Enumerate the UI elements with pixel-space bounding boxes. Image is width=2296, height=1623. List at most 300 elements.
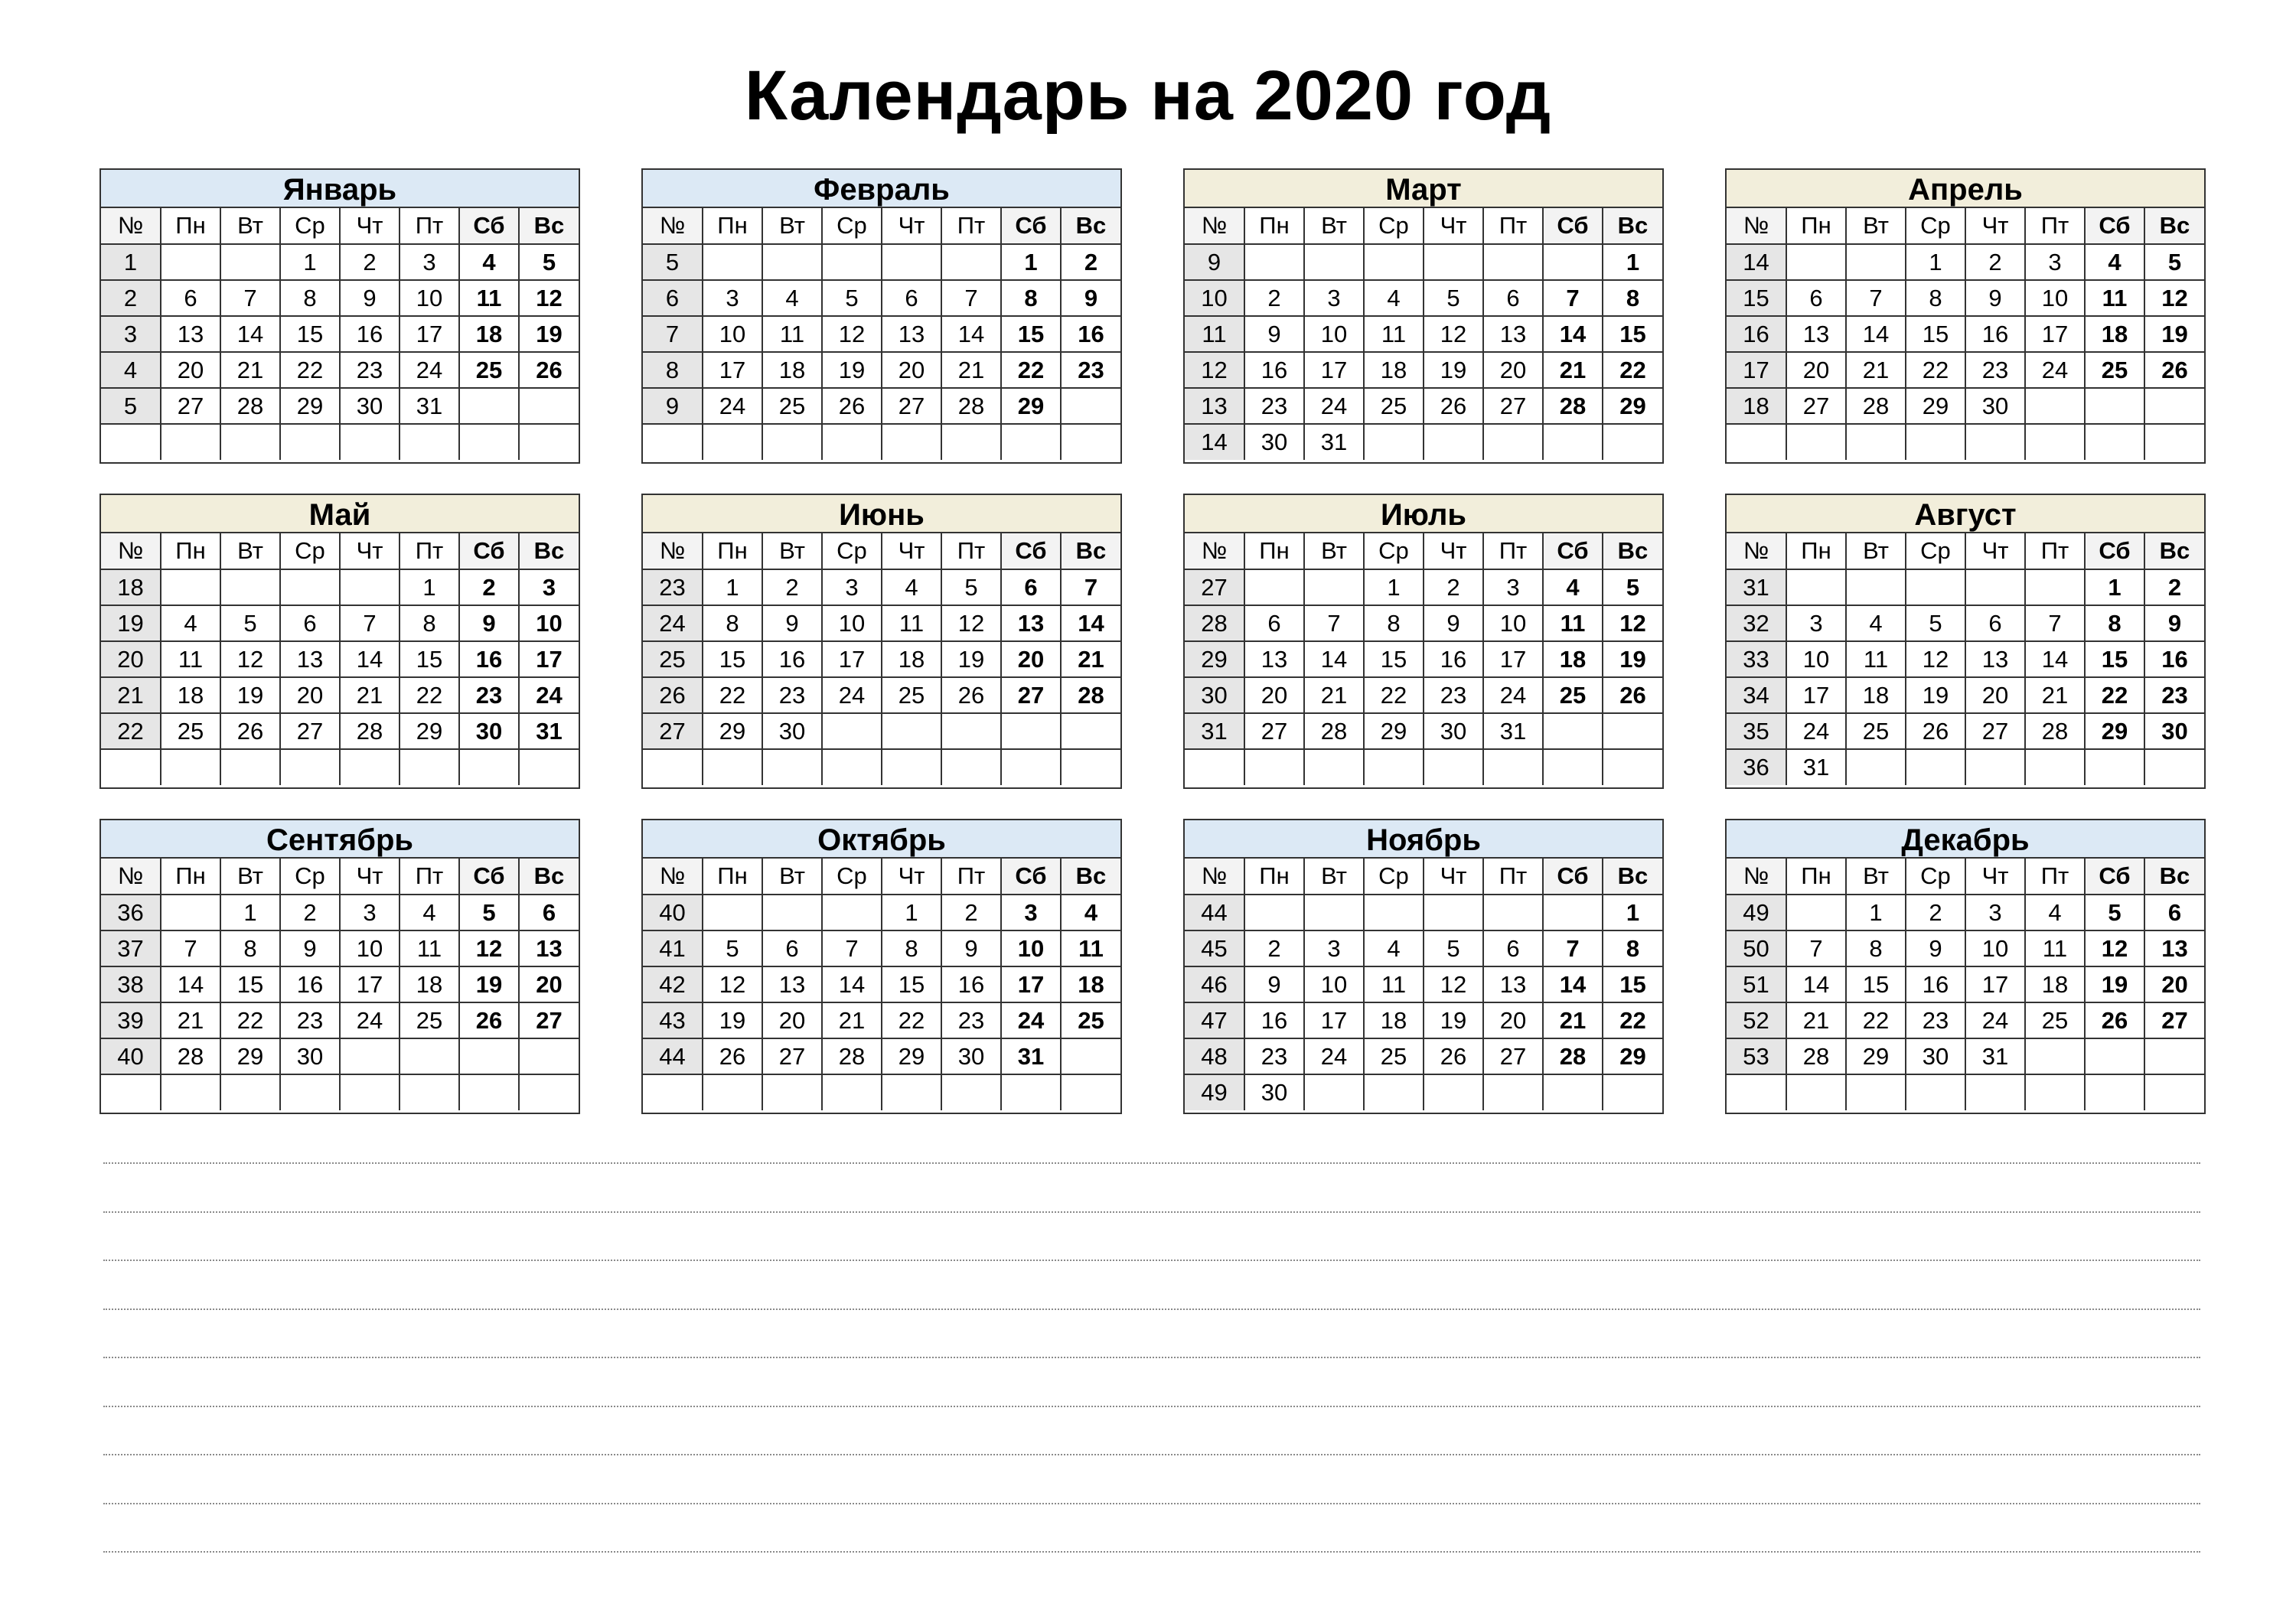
day-cell: 4	[762, 280, 822, 316]
week-number-cell	[1727, 1074, 1786, 1110]
day-cell: 27	[2144, 1002, 2204, 1038]
day-cell: 15	[220, 966, 280, 1002]
day-cell	[2025, 749, 2085, 785]
day-cell: 5	[1424, 280, 1483, 316]
day-cell: 8	[1001, 280, 1061, 316]
note-line	[103, 1551, 2200, 1553]
note-line	[103, 1162, 2200, 1164]
day-cell: 25	[882, 677, 941, 713]
month-grid	[643, 208, 1120, 460]
day-cell	[459, 1074, 519, 1110]
day-cell: 7	[1061, 569, 1120, 605]
day-cell	[1846, 244, 1906, 280]
day-cell: 12	[703, 966, 762, 1002]
day-cell: 26	[703, 1038, 762, 1074]
day-cell	[1846, 1074, 1906, 1110]
day-cell: 17	[2025, 316, 2085, 352]
day-cell: 14	[1061, 605, 1120, 641]
day-cell: 12	[2144, 280, 2204, 316]
day-cell: 20	[1965, 677, 2025, 713]
day-cell: 17	[1965, 966, 2025, 1002]
day-cell	[459, 424, 519, 460]
day-cell: 20	[280, 677, 340, 713]
weekday-header: Вс	[519, 533, 579, 569]
day-cell: 17	[1483, 641, 1543, 677]
day-cell	[400, 1074, 459, 1110]
week-row	[101, 605, 579, 641]
weekday-header-row	[101, 533, 579, 569]
week-number-cell: 38	[101, 966, 161, 1002]
day-cell: 23	[941, 1002, 1001, 1038]
day-cell: 27	[1244, 713, 1304, 749]
day-cell	[2025, 1038, 2085, 1074]
day-cell	[459, 1038, 519, 1074]
day-cell: 24	[1965, 1002, 2025, 1038]
day-cell: 10	[703, 316, 762, 352]
day-cell: 18	[882, 641, 941, 677]
day-cell	[400, 1038, 459, 1074]
day-cell: 15	[703, 641, 762, 677]
day-cell: 23	[1244, 1038, 1304, 1074]
day-cell: 1	[1364, 569, 1424, 605]
weekday-header: Сб	[1001, 533, 1061, 569]
week-row	[1727, 641, 2204, 677]
day-cell: 31	[1304, 424, 1364, 460]
week-row	[643, 1002, 1120, 1038]
day-cell: 16	[1244, 352, 1304, 388]
day-cell: 12	[1424, 966, 1483, 1002]
day-cell	[1364, 895, 1424, 930]
week-number-cell: 5	[643, 244, 703, 280]
day-cell: 14	[340, 641, 400, 677]
month-grid	[1185, 859, 1662, 1110]
weekday-header: Чт	[882, 859, 941, 895]
week-number-cell	[1185, 749, 1244, 785]
note-line	[103, 1406, 2200, 1407]
day-cell	[1543, 424, 1603, 460]
week-number-cell: 25	[643, 641, 703, 677]
day-cell	[1543, 749, 1603, 785]
day-cell: 25	[1061, 1002, 1120, 1038]
week-row	[1185, 1002, 1662, 1038]
month-title: Январь	[101, 170, 579, 208]
day-cell: 3	[2025, 244, 2085, 280]
weekday-header: Пт	[2025, 533, 2085, 569]
month-grid	[1727, 859, 2204, 1110]
day-cell	[703, 244, 762, 280]
day-cell	[941, 713, 1001, 749]
day-cell: 3	[1304, 930, 1364, 966]
week-row	[101, 569, 579, 605]
day-cell: 3	[703, 280, 762, 316]
day-cell: 24	[1001, 1002, 1061, 1038]
day-cell: 10	[1304, 966, 1364, 1002]
day-cell: 9	[1965, 280, 2025, 316]
month-calendar	[99, 494, 580, 789]
day-cell	[340, 1038, 400, 1074]
day-cell: 23	[1965, 352, 2025, 388]
day-cell: 1	[1603, 895, 1662, 930]
day-cell: 22	[2085, 677, 2144, 713]
day-cell: 19	[220, 677, 280, 713]
week-row	[1185, 895, 1662, 930]
day-cell	[2085, 424, 2144, 460]
weekday-header: Пн	[1786, 859, 1846, 895]
day-cell	[1965, 424, 2025, 460]
day-cell: 8	[882, 930, 941, 966]
week-row	[1185, 677, 1662, 713]
week-number-cell: 20	[101, 641, 161, 677]
day-cell: 19	[2085, 966, 2144, 1002]
day-cell: 16	[1906, 966, 1965, 1002]
week-number-cell: 51	[1727, 966, 1786, 1002]
week-row	[101, 1038, 579, 1074]
day-cell	[1244, 749, 1304, 785]
day-cell: 24	[703, 388, 762, 424]
day-cell	[400, 424, 459, 460]
day-cell	[1786, 569, 1846, 605]
day-cell: 13	[1483, 316, 1543, 352]
week-row	[1185, 424, 1662, 460]
day-cell: 2	[1061, 244, 1120, 280]
day-cell: 2	[762, 569, 822, 605]
day-cell: 23	[459, 677, 519, 713]
day-cell: 30	[2144, 713, 2204, 749]
day-cell: 13	[280, 641, 340, 677]
day-cell: 6	[1483, 280, 1543, 316]
day-cell	[1603, 749, 1662, 785]
day-cell: 28	[1304, 713, 1364, 749]
day-cell	[1061, 424, 1120, 460]
day-cell: 8	[1906, 280, 1965, 316]
day-cell: 20	[882, 352, 941, 388]
weekday-header: Вт	[1304, 208, 1364, 244]
day-cell: 27	[882, 388, 941, 424]
month-title: Май	[101, 495, 579, 533]
week-row	[101, 966, 579, 1002]
day-cell	[459, 388, 519, 424]
weekday-header: Вт	[1304, 859, 1364, 895]
day-cell: 28	[1846, 388, 1906, 424]
weekday-header: Сб	[2085, 859, 2144, 895]
weekday-header-row	[643, 208, 1120, 244]
weekday-header-row	[1727, 859, 2204, 895]
note-line	[103, 1211, 2200, 1213]
day-cell: 5	[1603, 569, 1662, 605]
day-cell: 11	[1061, 930, 1120, 966]
day-cell: 13	[1001, 605, 1061, 641]
day-cell: 1	[220, 895, 280, 930]
day-cell: 25	[1543, 677, 1603, 713]
day-cell	[822, 244, 882, 280]
day-cell: 21	[1304, 677, 1364, 713]
day-cell: 12	[1603, 605, 1662, 641]
week-row	[101, 280, 579, 316]
day-cell: 27	[1001, 677, 1061, 713]
week-number-cell: 15	[1727, 280, 1786, 316]
day-cell: 15	[2085, 641, 2144, 677]
weekday-header: Чт	[882, 208, 941, 244]
day-cell: 10	[519, 605, 579, 641]
day-cell	[280, 749, 340, 785]
weekday-header-row	[643, 533, 1120, 569]
note-line	[103, 1309, 2200, 1310]
day-cell: 11	[459, 280, 519, 316]
weekday-header: Вт	[220, 533, 280, 569]
day-cell	[1786, 895, 1846, 930]
day-cell	[1364, 1074, 1424, 1110]
day-cell: 8	[2085, 605, 2144, 641]
day-cell: 22	[1603, 352, 1662, 388]
week-row	[101, 713, 579, 749]
weekday-header: Вс	[1603, 859, 1662, 895]
day-cell	[400, 749, 459, 785]
weekday-header: Ср	[822, 859, 882, 895]
weekday-header: Вт	[762, 533, 822, 569]
day-cell: 29	[1603, 1038, 1662, 1074]
note-line	[103, 1357, 2200, 1358]
day-cell	[941, 424, 1001, 460]
week-row	[1185, 244, 1662, 280]
day-cell	[1603, 1074, 1662, 1110]
day-cell: 14	[1543, 966, 1603, 1002]
day-cell	[2025, 424, 2085, 460]
week-number-cell: 18	[101, 569, 161, 605]
weekday-header: Сб	[1543, 533, 1603, 569]
day-cell	[882, 244, 941, 280]
weekday-header: Пн	[1244, 859, 1304, 895]
day-cell: 28	[2025, 713, 2085, 749]
week-row	[643, 713, 1120, 749]
day-cell: 11	[882, 605, 941, 641]
weekday-header: Чт	[1965, 533, 2025, 569]
day-cell	[1424, 1074, 1483, 1110]
day-cell	[1061, 388, 1120, 424]
day-cell: 17	[340, 966, 400, 1002]
week-row	[101, 352, 579, 388]
day-cell	[1001, 749, 1061, 785]
week-row	[1727, 1074, 2204, 1110]
day-cell	[1906, 569, 1965, 605]
day-cell: 22	[1364, 677, 1424, 713]
day-cell: 11	[1846, 641, 1906, 677]
day-cell	[220, 424, 280, 460]
day-cell	[161, 569, 220, 605]
weekday-header: Вс	[1603, 208, 1662, 244]
week-row	[643, 1074, 1120, 1110]
week-number-cell: 9	[1185, 244, 1244, 280]
day-cell: 22	[882, 1002, 941, 1038]
note-line	[103, 1503, 2200, 1504]
week-row	[643, 1038, 1120, 1074]
day-cell	[762, 424, 822, 460]
day-cell: 28	[340, 713, 400, 749]
day-cell: 17	[1304, 1002, 1364, 1038]
weekday-header: Чт	[340, 208, 400, 244]
weekday-header: Пт	[2025, 208, 2085, 244]
day-cell: 4	[2085, 244, 2144, 280]
day-cell: 5	[220, 605, 280, 641]
week-row	[101, 244, 579, 280]
month-calendar	[1183, 494, 1664, 789]
month-title: Февраль	[643, 170, 1120, 208]
week-number-cell: 43	[643, 1002, 703, 1038]
weekday-header: Ср	[1906, 859, 1965, 895]
day-cell: 16	[941, 966, 1001, 1002]
weekday-header: Пн	[703, 208, 762, 244]
day-cell: 6	[882, 280, 941, 316]
day-cell: 15	[1906, 316, 1965, 352]
day-cell: 15	[1001, 316, 1061, 352]
day-cell: 24	[822, 677, 882, 713]
day-cell	[1543, 895, 1603, 930]
week-row	[1185, 1038, 1662, 1074]
day-cell: 29	[1001, 388, 1061, 424]
week-number-cell: 14	[1185, 424, 1244, 460]
day-cell: 15	[1603, 966, 1662, 1002]
weekday-header: Пн	[1244, 208, 1304, 244]
day-cell: 26	[1906, 713, 1965, 749]
weekday-header: Чт	[1965, 208, 2025, 244]
day-cell: 20	[1483, 352, 1543, 388]
day-cell: 14	[161, 966, 220, 1002]
weekday-header: Вт	[1846, 859, 1906, 895]
weekday-header: Сб	[459, 208, 519, 244]
day-cell: 23	[762, 677, 822, 713]
day-cell: 21	[161, 1002, 220, 1038]
day-cell: 1	[703, 569, 762, 605]
week-number-cell	[643, 1074, 703, 1110]
day-cell: 21	[941, 352, 1001, 388]
day-cell: 11	[161, 641, 220, 677]
week-row	[643, 749, 1120, 785]
day-cell: 29	[882, 1038, 941, 1074]
day-cell: 2	[340, 244, 400, 280]
day-cell: 4	[459, 244, 519, 280]
day-cell	[1543, 244, 1603, 280]
weekday-header: Пт	[2025, 859, 2085, 895]
day-cell: 4	[161, 605, 220, 641]
day-cell	[2144, 388, 2204, 424]
month-title: Июнь	[643, 495, 1120, 533]
week-number-cell: 24	[643, 605, 703, 641]
weekday-header: Вс	[519, 859, 579, 895]
weekday-header-row	[1727, 533, 2204, 569]
day-cell: 29	[1906, 388, 1965, 424]
weekday-header: Пн	[161, 208, 220, 244]
day-cell: 4	[882, 569, 941, 605]
day-cell: 27	[762, 1038, 822, 1074]
day-cell: 5	[822, 280, 882, 316]
day-cell: 6	[1483, 930, 1543, 966]
day-cell: 23	[340, 352, 400, 388]
day-cell: 20	[1001, 641, 1061, 677]
day-cell: 14	[1846, 316, 1906, 352]
day-cell: 18	[2085, 316, 2144, 352]
day-cell: 30	[1244, 1074, 1304, 1110]
day-cell	[941, 749, 1001, 785]
day-cell: 3	[1001, 895, 1061, 930]
weekday-header: Пн	[1786, 208, 1846, 244]
week-number-cell: 17	[1727, 352, 1786, 388]
weekday-header: Пт	[941, 859, 1001, 895]
day-cell: 28	[822, 1038, 882, 1074]
day-cell: 16	[1244, 1002, 1304, 1038]
day-cell: 24	[1786, 713, 1846, 749]
day-cell: 2	[941, 895, 1001, 930]
week-row	[1727, 569, 2204, 605]
day-cell: 21	[1786, 1002, 1846, 1038]
day-cell: 24	[1304, 388, 1364, 424]
day-cell: 5	[703, 930, 762, 966]
day-cell	[220, 749, 280, 785]
day-cell: 19	[1424, 1002, 1483, 1038]
day-cell: 31	[1483, 713, 1543, 749]
month-title: Ноябрь	[1185, 820, 1662, 859]
weekday-header: Чт	[1424, 533, 1483, 569]
weekday-header-row	[1727, 208, 2204, 244]
day-cell: 9	[1424, 605, 1483, 641]
day-cell	[161, 244, 220, 280]
day-cell	[1483, 244, 1543, 280]
day-cell: 12	[1906, 641, 1965, 677]
day-cell: 21	[1543, 352, 1603, 388]
day-cell	[941, 244, 1001, 280]
day-cell: 9	[1906, 930, 1965, 966]
weekday-header-row	[101, 208, 579, 244]
day-cell: 16	[280, 966, 340, 1002]
week-row	[1727, 713, 2204, 749]
day-cell	[882, 749, 941, 785]
week-row	[1185, 316, 1662, 352]
day-cell: 1	[1846, 895, 1906, 930]
day-cell: 11	[1364, 316, 1424, 352]
week-number-header: №	[1185, 208, 1244, 244]
day-cell: 10	[1001, 930, 1061, 966]
day-cell: 8	[1603, 280, 1662, 316]
week-number-cell: 4	[101, 352, 161, 388]
week-number-cell: 35	[1727, 713, 1786, 749]
week-number-header: №	[1727, 208, 1786, 244]
month-grid	[101, 859, 579, 1110]
day-cell	[1965, 749, 2025, 785]
week-row	[1727, 424, 2204, 460]
day-cell	[519, 424, 579, 460]
day-cell	[220, 1074, 280, 1110]
day-cell: 17	[703, 352, 762, 388]
day-cell: 15	[1846, 966, 1906, 1002]
day-cell: 19	[2144, 316, 2204, 352]
day-cell: 8	[400, 605, 459, 641]
day-cell: 2	[1244, 930, 1304, 966]
day-cell	[161, 895, 220, 930]
day-cell: 31	[400, 388, 459, 424]
week-row	[101, 1074, 579, 1110]
day-cell: 21	[1543, 1002, 1603, 1038]
day-cell: 19	[1906, 677, 1965, 713]
day-cell: 7	[1846, 280, 1906, 316]
day-cell	[519, 1074, 579, 1110]
month-grid	[1727, 533, 2204, 785]
week-row	[1185, 713, 1662, 749]
day-cell	[340, 1074, 400, 1110]
day-cell: 11	[1364, 966, 1424, 1002]
day-cell: 25	[161, 713, 220, 749]
day-cell: 14	[220, 316, 280, 352]
day-cell: 13	[1483, 966, 1543, 1002]
week-number-cell: 49	[1727, 895, 1786, 930]
week-number-cell: 1	[101, 244, 161, 280]
